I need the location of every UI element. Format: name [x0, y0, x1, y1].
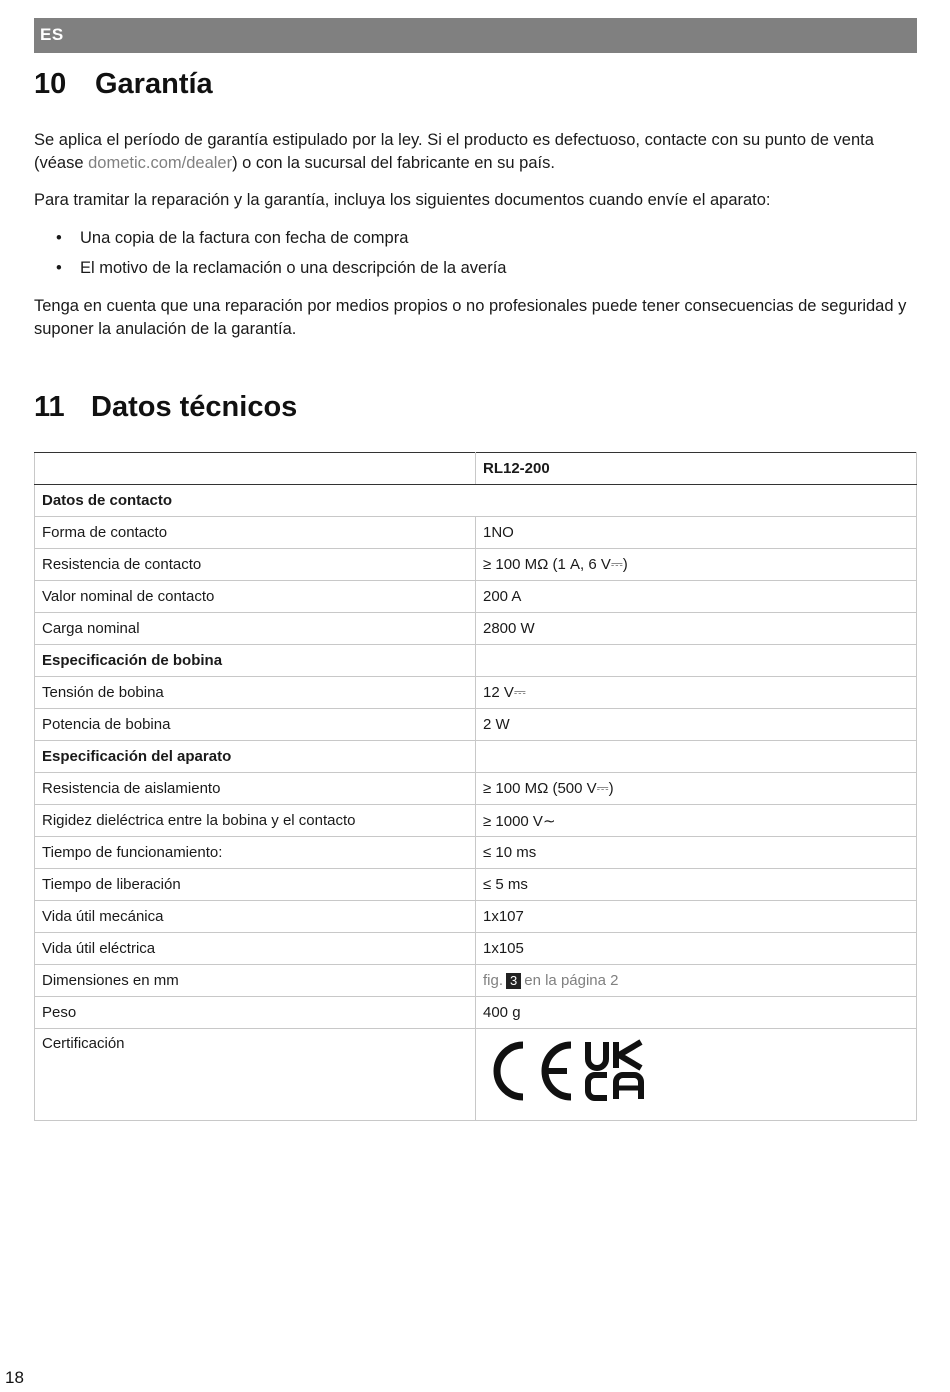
section-label: Especificación de bobina: [35, 645, 476, 677]
table-row: [35, 837, 917, 869]
section-label: Datos de contacto: [35, 485, 917, 517]
text: ) o con la sucursal del fabricante en su país.: [232, 154, 555, 172]
table-row: [35, 613, 917, 645]
list-item-text: Una copia de la factura con fecha de compra: [80, 229, 409, 247]
page-ref-text: en la página 2: [524, 972, 619, 989]
row-value: ≥ 100 MΩ (500 V⎓): [476, 773, 917, 805]
table-row: [35, 677, 917, 709]
ce-mark-icon: [497, 1045, 571, 1097]
table-row: [35, 773, 917, 805]
row-label: Valor nominal de contacto: [35, 581, 476, 613]
row-label: Vida útil eléctrica: [35, 933, 476, 965]
row-value: ≥ 100 MΩ (1 A, 6 V⎓): [476, 549, 917, 581]
warranty-paragraph-3: Tenga en cuenta que una reparación por medios propios o no profesionales puede tener consecuencias de seguridad y suponer la anulación de la garantía.: [34, 297, 907, 338]
row-value: ≥ 1000 V∼: [476, 805, 917, 837]
bullet-icon: •: [56, 229, 62, 247]
row-label: Rigidez dieléctrica entre la bobina y el contacto: [35, 805, 476, 837]
row-label: Tensión de bobina: [35, 677, 476, 709]
section-10-heading: [34, 68, 213, 101]
list-item: [56, 227, 408, 250]
ukca-mark-icon: [588, 1042, 641, 1099]
bullet-icon: •: [56, 259, 62, 277]
row-value: 1NO: [476, 517, 917, 549]
row-label: Vida útil mecánica: [35, 901, 476, 933]
page-number: 18: [5, 1368, 24, 1387]
dealer-link[interactable]: dometic.com/dealer: [88, 154, 233, 172]
certification-marks: [476, 1029, 917, 1121]
table-row: [35, 965, 917, 997]
row-label: Tiempo de funcionamiento:: [35, 837, 476, 869]
row-value: [476, 741, 917, 773]
header-cell: [35, 453, 476, 485]
row-label: Dimensiones en mm: [35, 965, 476, 997]
table-row: [35, 997, 917, 1029]
table-row: [35, 741, 917, 773]
row-label: Resistencia de aislamiento: [35, 773, 476, 805]
row-label: Forma de contacto: [35, 517, 476, 549]
row-label: Carga nominal: [35, 613, 476, 645]
table-row: [35, 485, 917, 517]
table-row: [35, 933, 917, 965]
row-label: Peso: [35, 997, 476, 1029]
table-row: [35, 869, 917, 901]
row-value: 400 g: [476, 997, 917, 1029]
table-header-row: [35, 453, 917, 485]
section-number: 11: [34, 391, 65, 423]
section-11-heading: [34, 391, 297, 424]
table-row: [35, 645, 917, 677]
table-row: [35, 581, 917, 613]
table-row: [35, 805, 917, 837]
table-row: [35, 1029, 917, 1121]
section-number: 10: [34, 68, 67, 100]
warranty-paragraph-1: [34, 129, 919, 175]
technical-data-table: [34, 452, 917, 1121]
table-row: [35, 549, 917, 581]
warranty-paragraph-2: Para tramitar la reparación y la garantía, incluya los siguientes documentos cuando envíe el aparato:: [34, 191, 771, 209]
list-item-text: El motivo de la reclamación o una descripción de la avería: [80, 259, 507, 277]
row-value: 1x107: [476, 901, 917, 933]
row-value: ≤ 5 ms: [476, 869, 917, 901]
dimensions-reference[interactable]: [476, 965, 917, 997]
row-value: 2800 W: [476, 613, 917, 645]
language-code: ES: [40, 25, 64, 44]
row-label: Potencia de bobina: [35, 709, 476, 741]
figure-number-badge: 3: [506, 973, 521, 989]
fig-text: fig.: [483, 972, 504, 989]
section-label: Especificación del aparato: [35, 741, 476, 773]
row-value: 200 A: [476, 581, 917, 613]
text: Se aplica el período de garantía estipulado por la ley. Si el producto es defectuoso, contacte con su punto de venta (véase: [34, 131, 874, 172]
row-label: Resistencia de contacto: [35, 549, 476, 581]
table-row: [35, 709, 917, 741]
row-value: [476, 645, 917, 677]
row-value: 1x105: [476, 933, 917, 965]
row-label: Certificación: [35, 1029, 476, 1121]
row-value: 12 V⎓: [476, 677, 917, 709]
ce-ukca-logo: [483, 1037, 653, 1103]
model-header: RL12-200: [476, 453, 917, 485]
section-title: Datos técnicos: [91, 391, 298, 423]
row-value: 2 W: [476, 709, 917, 741]
table-row: [35, 517, 917, 549]
section-title: Garantía: [95, 68, 213, 100]
row-value: ≤ 10 ms: [476, 837, 917, 869]
table-row: [35, 901, 917, 933]
row-label: Tiempo de liberación: [35, 869, 476, 901]
list-item: [56, 257, 506, 280]
language-bar: [34, 18, 917, 53]
